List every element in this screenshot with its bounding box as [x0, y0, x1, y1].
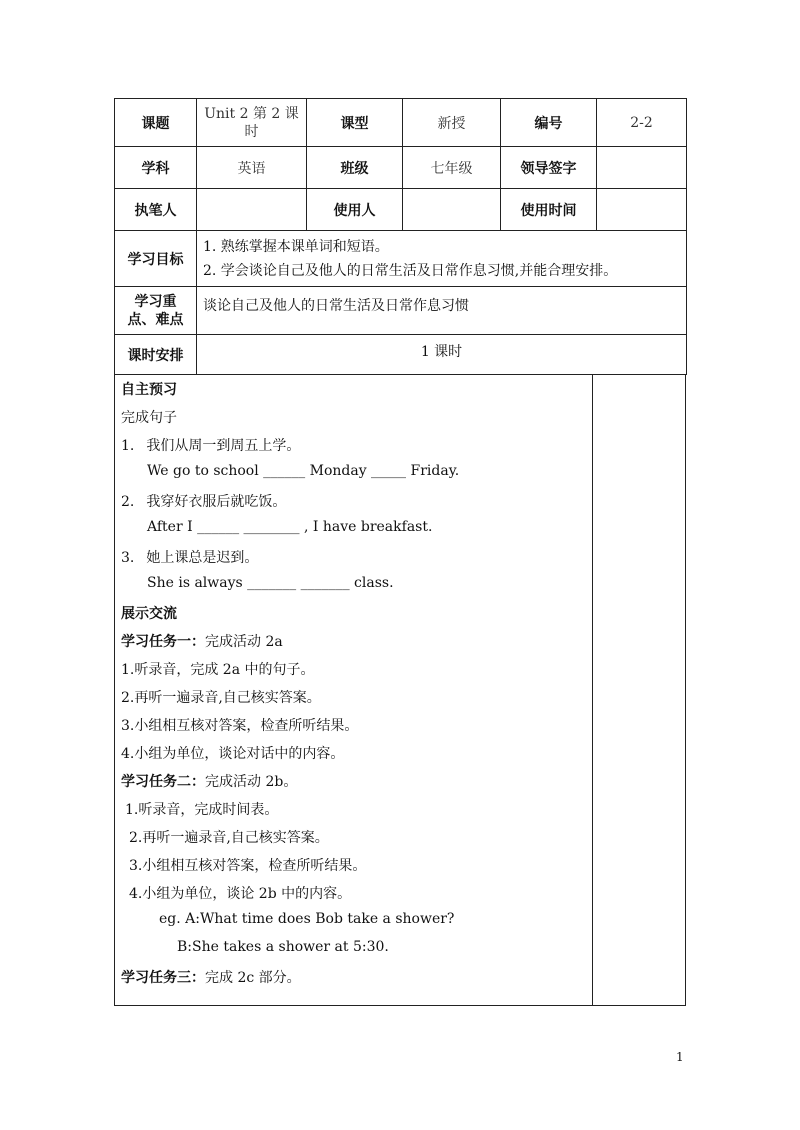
goals-label: 学习目标: [115, 231, 197, 287]
page-number: 1: [676, 1050, 684, 1064]
question-1-english: We go to school ______ Monday _____ Friday.: [147, 463, 460, 479]
task-3-label: 学习任务三：: [121, 970, 205, 986]
task-2-step-4: 4.小组为单位，谈论 2b 中的内容。: [129, 886, 352, 902]
focus-label-line-1: 学习重: [134, 293, 177, 310]
use-time-label: 使用时间: [501, 189, 597, 231]
question-3-number: 3.: [121, 550, 135, 566]
lesson-plan-sheet: [114, 98, 686, 1006]
schedule-text: 1 课时: [197, 335, 687, 375]
task-1-heading: [121, 631, 283, 651]
question-2: [121, 491, 286, 511]
task-1-step-4: 4.小组为单位，谈论对话中的内容。: [121, 746, 345, 762]
preview-subheading: 完成句子: [121, 410, 177, 426]
task-1-text: 完成活动 2a: [205, 634, 283, 650]
task-2-step-1: 1.听录音，完成时间表。: [125, 802, 279, 818]
task-2-step-3: 3.小组相互核对答案，检查所听结果。: [129, 858, 367, 874]
author-label: 执笔人: [115, 189, 197, 231]
number-value: 2-2: [597, 99, 687, 147]
info-row-subject: [115, 147, 687, 189]
question-1-number: 1.: [121, 438, 135, 454]
info-row-author: [115, 189, 687, 231]
preview-heading: 自主预习: [121, 382, 177, 398]
example-b: B:She takes a shower at 5:30.: [177, 939, 389, 955]
schedule-row: [115, 335, 687, 375]
question-3-text: 她上课总是迟到。: [146, 550, 259, 566]
question-1-text: 我们从周一到周五上学。: [146, 438, 301, 454]
topic-label: 课题: [115, 99, 197, 147]
task-3-text: 完成 2c 部分。: [205, 970, 301, 986]
schedule-label: 课时安排: [115, 335, 197, 375]
task-1-step-3: 3.小组相互核对答案，检查所听结果。: [121, 718, 359, 734]
focus-label: [115, 287, 197, 335]
question-3-english: She is always _______ _______ class.: [147, 575, 394, 591]
goal-line-1: 1. 熟练掌握本课单词和短语。: [203, 238, 389, 255]
subject-value: 英语: [197, 147, 307, 189]
task-1-label: 学习任务一：: [121, 634, 205, 650]
question-2-english: After I ______ ________ , I have breakfast.: [147, 519, 433, 535]
type-label: 课型: [307, 99, 403, 147]
example-a: eg. A:What time does Bob take a shower?: [159, 911, 455, 927]
info-table: [114, 98, 687, 375]
class-label: 班级: [307, 147, 403, 189]
leader-signature-label: 领导签字: [501, 147, 597, 189]
question-2-text: 我穿好衣服后就吃饭。: [146, 494, 287, 510]
show-heading: 展示交流: [121, 606, 177, 622]
user-label: 使用人: [307, 189, 403, 231]
task-1-step-1: 1.听录音，完成 2a 中的句子。: [121, 662, 315, 678]
focus-label-line-2: 点、难点: [127, 311, 184, 328]
lesson-body: [114, 375, 686, 1006]
task-2-text: 完成活动 2b。: [205, 774, 298, 790]
question-3: [121, 547, 258, 567]
focus-row: [115, 287, 687, 335]
class-value: 七年级: [403, 147, 501, 189]
goal-line-2: 2. 学会谈论自己及他人的日常生活及日常作息习惯,并能合理安排。: [203, 262, 618, 279]
notes-column-divider: [592, 375, 593, 1005]
topic-value: Unit 2 第 2 课时: [197, 99, 307, 147]
user-value: [403, 189, 501, 231]
leader-signature-value: [597, 147, 687, 189]
subject-label: 学科: [115, 147, 197, 189]
use-time-value: [597, 189, 687, 231]
author-value: [197, 189, 307, 231]
task-2-heading: [121, 771, 297, 791]
info-row-topic: [115, 99, 687, 147]
question-2-number: 2.: [121, 494, 135, 510]
question-1: [121, 435, 300, 455]
goals-row: [115, 231, 687, 287]
task-1-step-2: 2.再听一遍录音,自己核实答案。: [121, 690, 321, 706]
type-value: 新授: [403, 99, 501, 147]
task-3-heading: [121, 967, 301, 987]
task-2-step-2: 2.再听一遍录音,自己核实答案。: [129, 830, 329, 846]
number-label: 编号: [501, 99, 597, 147]
task-2-label: 学习任务二：: [121, 774, 205, 790]
goals-content: [197, 231, 687, 287]
focus-text: 谈论自己及他人的日常生活及日常作息习惯: [197, 287, 687, 335]
